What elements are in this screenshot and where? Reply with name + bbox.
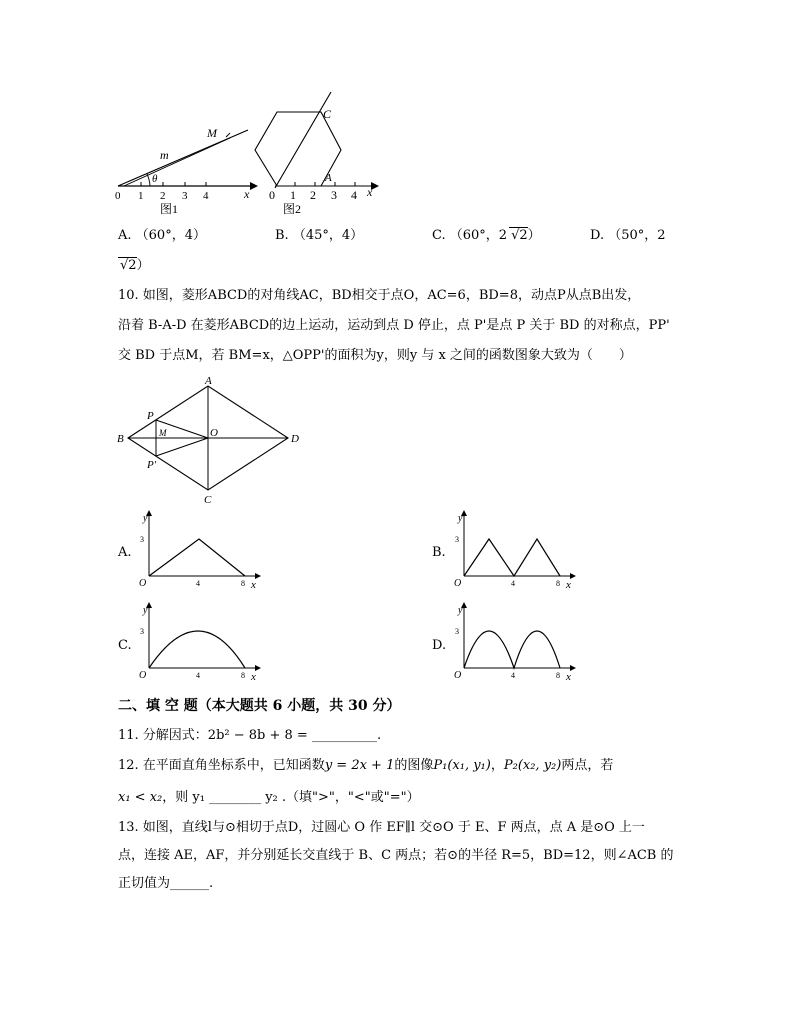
graph-d-curve — [464, 631, 560, 668]
section-heading: 二、填 空 题（本大题共 6 小题，共 30 分） — [118, 698, 401, 714]
fig1-tick: 0 — [115, 190, 121, 202]
fig2-label-x: x — [367, 185, 373, 199]
fig1-tick: 4 — [203, 190, 209, 202]
q12-sep: ， — [490, 758, 504, 773]
q12-point-1: P₁(x₁, y₁) — [433, 758, 491, 773]
svg-text:4: 4 — [511, 579, 515, 588]
q10-option-d-label: D. — [432, 638, 447, 653]
q9-option-c — [432, 228, 541, 244]
rhombus-label-M: M — [159, 428, 167, 438]
svg-text:8: 8 — [556, 579, 560, 588]
svg-text:8: 8 — [241, 671, 245, 680]
svg-text:x: x — [251, 671, 256, 683]
fig2-label-A: A — [325, 172, 332, 184]
svg-text:3: 3 — [455, 627, 459, 636]
svg-text:x: x — [566, 671, 571, 683]
fig2-caption: 图2 — [283, 202, 302, 216]
fig1-label-M: M — [207, 126, 217, 140]
q11-text: 11. 分解因式：2b² − 8b + 8 = __________. — [118, 728, 382, 743]
q10-line-2: 沿着 B-A-D 在菱形ABCD的边上运动，运动到点 D 停止，点 P'是点 P 关于 BD 的对称点，PP' — [118, 318, 670, 333]
rhombus-label-O: O — [210, 427, 218, 439]
svg-text:y: y — [458, 513, 463, 524]
svg-text:4: 4 — [196, 579, 200, 588]
fig2-tick: 0 — [269, 188, 275, 202]
q10-option-b-label: B. — [432, 545, 446, 560]
rhombus-label-D: D — [291, 433, 299, 445]
fig1-label-m: m — [160, 148, 169, 162]
svg-text:O: O — [454, 578, 462, 589]
q12-point-2: P₂(x₂, y₂) — [503, 758, 562, 773]
figure-2 — [245, 90, 385, 220]
graph-c-curve — [149, 631, 245, 668]
rhombus-label-P: P — [147, 410, 154, 422]
q10-option-a-label: A. — [118, 545, 132, 560]
graph-a-curve — [149, 539, 245, 576]
fig1-tick: 1 — [138, 190, 144, 202]
svg-text:y: y — [143, 513, 148, 524]
q13-line-2: 点，连接 AE，AF，并分别延长交直线于 B、C 两点；若⊙的半径 R=5，BD=12，则∠ACB 的 — [118, 848, 674, 863]
svg-text:O: O — [454, 670, 462, 681]
fig2-label-C: C — [323, 107, 332, 121]
graph-option-a — [135, 508, 265, 593]
q9-option-d-close: ） — [136, 258, 150, 273]
svg-text:3: 3 — [140, 627, 144, 636]
fig1-tick: 3 — [182, 190, 188, 202]
rhombus-label-B: B — [117, 433, 124, 445]
q12-mid: 的图像 — [394, 758, 434, 773]
q12-function: y = 2x + 1 — [324, 758, 395, 773]
svg-text:O: O — [139, 578, 147, 589]
q10-line-1: 10. 如图，菱形ABCD的对角线AC，BD相交于点O，AC=6，BD=8，动点P从点B出发， — [118, 288, 641, 303]
svg-text:O: O — [139, 670, 147, 681]
graph-b-curve — [464, 539, 560, 576]
rhombus-label-A: A — [205, 375, 212, 387]
q12-answer-blank: ，则 y₁ ________ y₂ .（填">"，"<"或"="） — [162, 790, 420, 805]
graph-option-d — [450, 600, 580, 685]
q12-condition: x₁ < x₂ — [118, 790, 163, 805]
svg-text:3: 3 — [140, 535, 144, 544]
fig1-tick: 2 — [160, 190, 166, 202]
svg-text:y: y — [143, 605, 148, 616]
q10-option-c-label: C. — [118, 638, 132, 653]
fig2-tick: 1 — [290, 188, 296, 202]
q9-option-d-cont — [118, 258, 150, 274]
svg-text:x: x — [251, 579, 256, 591]
q12-intro: 12. 在平面直角坐标系中，已知函数 — [118, 758, 325, 773]
svg-text:8: 8 — [241, 579, 245, 588]
q9-option-a: A. （60°，4） — [118, 228, 206, 243]
q10-line-3: 交 BD 于点M，若 BM=x，△OPP'的面积为y，则y 与 x 之间的函数图象大致为（ ） — [118, 348, 632, 363]
q12-post: 两点，若 — [561, 758, 614, 773]
q9-option-d: D. （50°，2 — [590, 228, 666, 243]
svg-text:8: 8 — [556, 671, 560, 680]
rhombus-label-P-prime: P' — [147, 459, 157, 471]
q9-option-b: B. （45°，4） — [275, 228, 364, 243]
fig1-label-x: x — [244, 187, 250, 201]
rhombus-label-C: C — [204, 494, 212, 506]
svg-text:4: 4 — [196, 671, 200, 680]
q9-option-c-text: C. （60°，2 — [432, 228, 508, 243]
figure-1 — [110, 120, 260, 220]
graph-option-b — [450, 508, 580, 593]
q12-line-2 — [118, 790, 420, 806]
rhombus-figure — [112, 372, 307, 507]
sqrt-symbol: √2 — [120, 258, 137, 273]
q13-line-3: 正切值为______. — [118, 876, 214, 891]
sqrt-symbol: √2 — [511, 228, 528, 243]
svg-text:x: x — [566, 579, 571, 591]
fig2-tick: 3 — [331, 188, 337, 202]
svg-text:3: 3 — [455, 535, 459, 544]
fig1-caption: 图1 — [160, 202, 179, 216]
q13-line-1: 13. 如图，直线l与⊙相切于点D，过圆心 O 作 EF∥l 交⊙O 于 E、F 两点，点 A 是⊙O 上一 — [118, 820, 645, 835]
svg-text:4: 4 — [511, 671, 515, 680]
fig2-tick: 2 — [310, 188, 316, 202]
fig1-label-theta: θ — [152, 173, 158, 185]
q9-option-c-close: ） — [527, 228, 541, 243]
svg-text:y: y — [458, 605, 463, 616]
fig2-tick: 4 — [351, 188, 357, 202]
q12-line-1 — [118, 758, 613, 774]
graph-option-c — [135, 600, 265, 685]
